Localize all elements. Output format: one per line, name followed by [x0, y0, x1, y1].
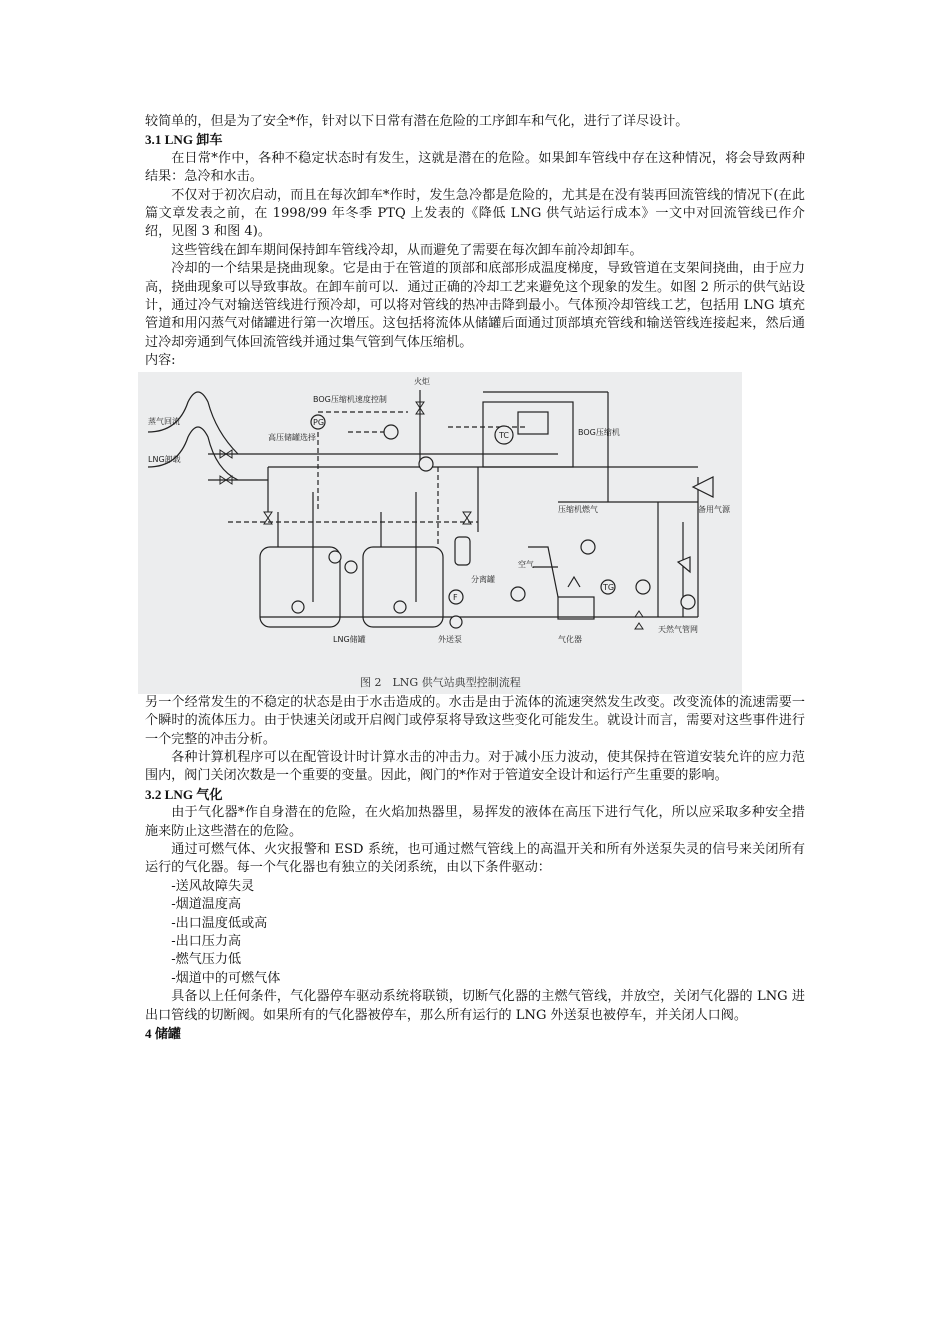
list-item: -送风故障失灵: [171, 878, 255, 894]
label-air: 空气: [518, 559, 534, 569]
label-knockout: 分离罐: [471, 574, 495, 584]
figure-caption: 图 2 LNG 供气站典型控制流程: [360, 675, 521, 689]
label-hp-select: 高压储罐选择: [268, 432, 316, 442]
list-item: -出口温度低或高: [171, 915, 268, 931]
paragraph: 在日常*作中，各种不稳定状态时有发生，这就是潜在的危险。如果卸车管线中存在这种情况，将会导致两种结果：急冷和水击。: [145, 150, 805, 185]
paragraph: 由于气化器*作自身潜在的危险，在火焰加热器里，易挥发的液体在高压下进行气化，所以应采取多种安全措施来防止这些潜在的危险。: [145, 805, 805, 839]
label-backup-gas: 备用气源: [698, 504, 730, 514]
section-4-heading: 4 储罐: [145, 1026, 182, 1041]
paragraph: 通过可燃气体、火灾报警和 ESD 系统，也可通过燃气管线上的高温开关和所有外送泵失灵的信号来关闭所有运行的气化器。每一个气化器也有独立的关闭系统，由以下条件驱动：: [145, 841, 805, 876]
label-flare: 火炬: [414, 376, 430, 386]
paragraph: 另一个经常发生的不稳定的状态是由于水击造成的。水击是由于流体的流速突然发生改变。改变流体的流速需要一个瞬时的流体压力。由于快速关闭或开启阀门或停泵将导致这些变化可能发生。就设计而言，需要对这些事件进行一个完整的冲击分析。: [145, 694, 805, 747]
label-comp-fuel: 压缩机燃气: [558, 504, 598, 514]
label-f: F: [453, 592, 458, 602]
intro-line: 较简单的，但是为了安全*作，针对以下日常有潜在危险的工序卸车和气化，进行了详尽设计。: [145, 114, 689, 129]
paragraph: 各种计算机程序可以在配管设计时计算水击的冲击力。对于减小压力波动，使其保持在管道安装允许的应力范围内，阀门关闭次数是一个重要的变量。因此，阀门的*作对于管道安全设计和运行产生重要的影响。: [145, 749, 805, 784]
label-tg: TG: [603, 582, 615, 592]
content-label: 内容:: [145, 353, 176, 369]
paragraph: 具备以上任何条件，气化器停车驱动系统将联锁，切断气化器的主燃气管线，并放空，关闭气化器的 LNG 进出口管线的切断阀。如果所有的气化器被停车，那么所有运行的 LNG 外送泵也被停车，并关闭人口阀。: [145, 989, 805, 1023]
label-nat-gas: 天然气管网: [658, 624, 698, 634]
flow-diagram: [138, 372, 742, 694]
paragraph: 冷却的一个结果是挠曲现象。它是由于在管道的顶部和底部形成温度梯度，导致管道在支架间挠曲，由于应力高，挠曲现象可以导致事故。在卸车前可以．通过正确的冷却工艺来避免这个现象的发生。如图 2 所示的供气站设计，通过冷气对输送管线进行预冷却，可以将对管线的热冲击降到最小。气体预冷却管线工艺，包括用 LNG 填充管道和用闪蒸气对储罐进行第一次增压。这包括将流体从储罐后面通过顶部填充管线和输送管线连接起来，然后通过冷却旁通到气体回流管线并通过集气管到气体压缩机。: [145, 261, 805, 350]
list-item: -烟道中的可燃气体: [171, 970, 281, 986]
document-page: [145, 113, 805, 1043]
label-tc: TC: [499, 430, 510, 440]
label-lng-unload: LNG卸载: [148, 454, 181, 464]
paragraph: 这些管线在卸车期间保持卸车管线冷却，从而避免了需要在每次卸车前冷却卸车。: [171, 242, 643, 258]
list-item: -烟道温度高: [171, 897, 242, 913]
label-bog-speed: BOG压缩机速度控制: [313, 394, 387, 404]
section-3-2-heading: 3.2 LNG 气化: [145, 786, 223, 802]
label-pg: PG: [313, 417, 325, 427]
paragraph: 不仅对于初次启动，而且在每次卸车*作时，发生急冷都是危险的，尤其是在没有装再回流管线的情况下(在此篇文章发表之前，在 1998/99 年冬季 PTQ 上发表的《降低 LNG 供气站运行成本》一文中对回流管线已作介绍，见图 3 和图 4)。: [145, 187, 805, 240]
list-item: -燃气压力低: [171, 952, 242, 968]
label-bog-compressor: BOG压缩机: [578, 427, 620, 437]
label-vapor-return: 蒸气回流: [148, 416, 180, 426]
process-flow-figure: [138, 372, 742, 694]
list-item: -出口压力高: [171, 933, 242, 949]
section-3-1-heading: 3.1 LNG 卸车: [145, 132, 223, 148]
label-lng-tank: LNG储罐: [333, 634, 366, 644]
label-vaporizer: 气化器: [558, 634, 582, 644]
label-pump: 外送泵: [438, 634, 462, 644]
